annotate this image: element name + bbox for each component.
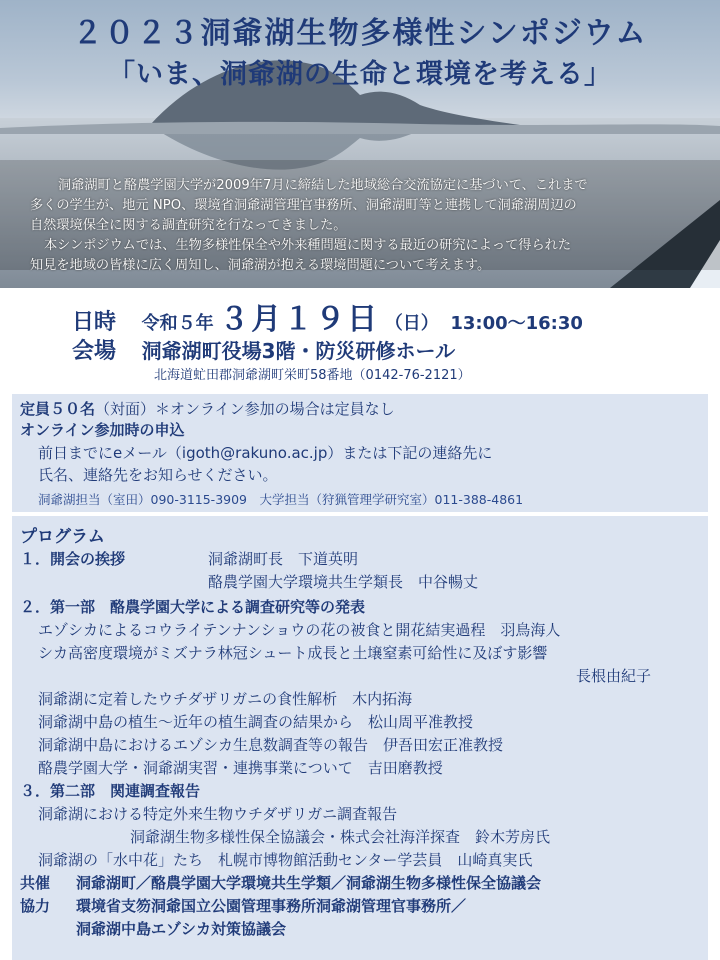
list-item: 酪農学園大学・洞爺湖実習・連携事業について 吉田磨教授 — [38, 759, 443, 777]
cohost-list: 洞爺湖町／酪農学園大学環境共生学類／洞爺湖生物多様性保全協議会 — [76, 874, 542, 892]
date-era: 令和５年 — [141, 313, 214, 334]
list-item: 洞爺湖における特定外来生物ウチダザリガニ調査報告 — [38, 805, 398, 823]
list-item: 洞爺湖中島の植生〜近年の植生調査の結果から 松山周平准教授 — [38, 713, 474, 731]
section-3-title: ３．第二部 関連調査報告 — [20, 782, 201, 800]
list-item: 洞爺湖生物多様性保全協議会・株式会社海洋探査 鈴木芳房氏 — [130, 828, 551, 846]
date-weekday: （日） — [384, 313, 439, 334]
event-date — [72, 294, 583, 338]
section-2-title: ２．第一部 酪農学園大学による調査研究等の発表 — [20, 598, 366, 616]
program-heading: プログラム — [20, 527, 105, 547]
capacity-note: （対面）＊オンライン参加の場合は定員なし — [95, 400, 395, 418]
event-venue — [72, 334, 455, 365]
capacity-line — [20, 398, 395, 419]
online-instruction-1: 前日までにeメール（igoth@rakuno.ac.jp）または下記の連絡先に — [38, 444, 493, 462]
section-1-speaker: 洞爺湖町長 下道英明 — [208, 550, 359, 568]
intro-line: 洞爺湖町と酪農学園大学が2009年7月に締結した地域総合交流協定に基づいて、これまで — [58, 178, 588, 193]
list-item: シカ高密度環境がミズナラ林冠シュート成長と土壌窒素可給性に及ぼす影響 — [38, 644, 548, 662]
intro-text — [30, 176, 700, 276]
online-heading: オンライン参加時の申込 — [20, 421, 185, 439]
list-item: 洞爺湖中島におけるエゾシカ生息数調査等の報告 伊吾田宏正准教授 — [38, 736, 504, 754]
intro-line: 知見を地域の皆様に広く周知し、洞爺湖が抱える環境問題について考えます。 — [30, 258, 491, 273]
cooperation-label: 協力 — [20, 897, 51, 915]
date-day: ３月１９日 — [219, 302, 380, 337]
intro-line: 自然環境保全に関する調査研究を行なってきました。 — [30, 218, 347, 233]
event-time: 13:00〜16:30 — [450, 313, 583, 334]
program-box — [12, 516, 708, 960]
cooperation-list: 環境省支笏洞爺国立公園管理事務所洞爺湖管理官事務所／ — [76, 897, 467, 915]
contact-numbers: 洞爺湖担当（室田）090-3115-3909 大学担当（狩猟管理学研究室）011-388-4861 — [38, 492, 524, 507]
page-subtitle: 「いま、洞爺湖の生命と環境を考える」 — [108, 59, 612, 90]
venue-label: 会場 — [72, 339, 117, 364]
registration-box — [12, 394, 708, 512]
list-item: 洞爺湖に定着したウチダザリガニの食性解析 木内拓海 — [38, 690, 413, 708]
online-instruction-2: 氏名、連絡先をお知らせください。 — [38, 466, 278, 484]
venue-name: 洞爺湖町役場3階・防災研修ホール — [141, 339, 456, 363]
page-title: ２０２３洞爺湖生物多様性シンポジウム — [72, 16, 648, 51]
date-label: 日時 — [72, 310, 117, 335]
intro-line: 多くの学生が、地元 NPO、環境省洞爺湖管理官事務所、洞爺湖町等と連携して洞爺湖周辺の — [30, 198, 577, 213]
venue-address: 北海道虻田郡洞爺湖町栄町58番地（0142-76-2121） — [154, 368, 471, 383]
hero-banner — [0, 0, 720, 288]
capacity-count: 定員５０名 — [20, 400, 96, 418]
section-1-speaker: 酪農学園大学環境共生学類長 中谷暢丈 — [208, 573, 479, 591]
cohost-label: 共催 — [20, 874, 51, 892]
list-item: エゾシカによるコウライテンナンショウの花の被食と開花結実過程 羽鳥海人 — [38, 621, 561, 639]
list-item: 洞爺湖の「水中花」たち 札幌市博物館活動センター学芸員 山崎真実氏 — [38, 851, 533, 869]
intro-line: 本シンポジウムでは、生物多様性保全や外来種問題に関する最近の研究によって得られた — [44, 238, 572, 253]
cooperation-list: 洞爺湖中島エゾシカ対策協議会 — [76, 920, 287, 938]
list-item: 長根由紀子 — [576, 667, 652, 685]
section-1-title: １．開会の挨拶 — [20, 550, 126, 568]
